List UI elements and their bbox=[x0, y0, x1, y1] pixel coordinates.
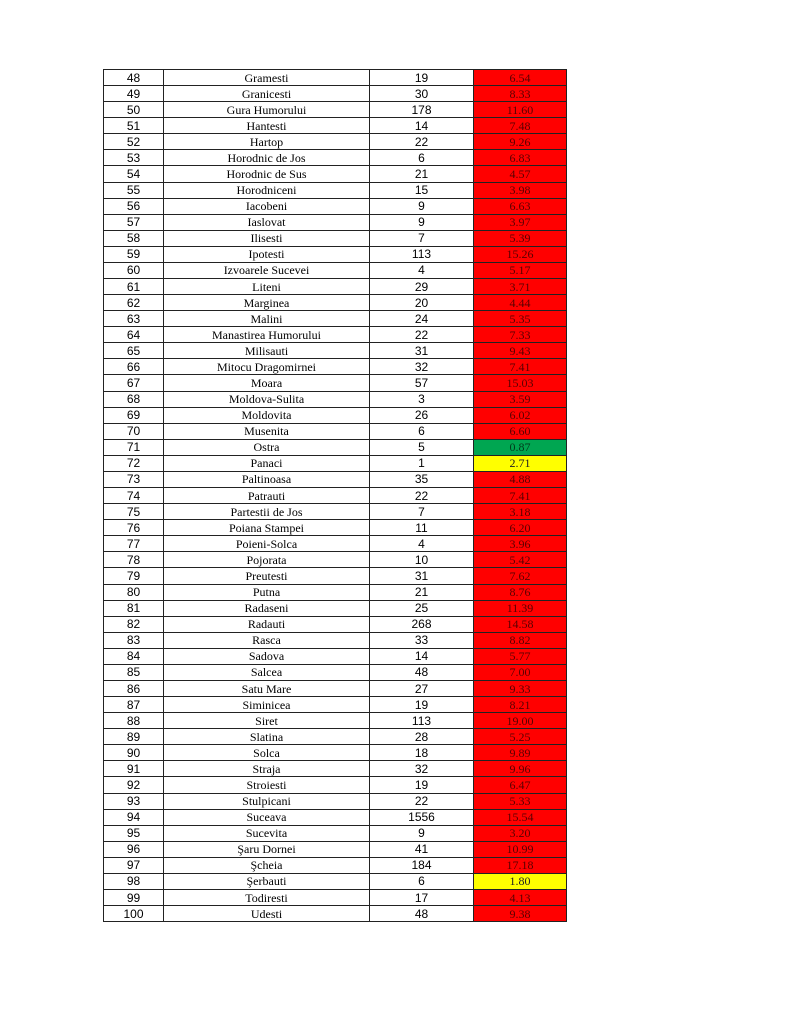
row-number-cell: 83 bbox=[104, 632, 164, 648]
case-count-cell: 25 bbox=[370, 600, 474, 616]
incidence-rate-cell: 8.76 bbox=[474, 584, 567, 600]
incidence-rate-cell: 15.54 bbox=[474, 809, 567, 825]
row-number-cell: 69 bbox=[104, 407, 164, 423]
incidence-rate-cell: 9.96 bbox=[474, 761, 567, 777]
table-row bbox=[104, 697, 567, 713]
table-row bbox=[104, 230, 567, 246]
row-number-cell: 65 bbox=[104, 343, 164, 359]
row-number-cell: 70 bbox=[104, 423, 164, 439]
row-number-cell: 49 bbox=[104, 86, 164, 102]
row-number-cell: 73 bbox=[104, 471, 164, 487]
case-count-cell: 6 bbox=[370, 873, 474, 889]
table-row bbox=[104, 536, 567, 552]
case-count-cell: 26 bbox=[370, 407, 474, 423]
table-row bbox=[104, 713, 567, 729]
locality-name-cell: Salcea bbox=[164, 664, 370, 680]
locality-name-cell: Horodniceni bbox=[164, 182, 370, 198]
incidence-rate-cell: 0.87 bbox=[474, 439, 567, 455]
case-count-cell: 48 bbox=[370, 664, 474, 680]
table-row bbox=[104, 86, 567, 102]
table-row bbox=[104, 680, 567, 696]
row-number-cell: 98 bbox=[104, 873, 164, 889]
row-number-cell: 57 bbox=[104, 214, 164, 230]
incidence-rate-cell: 6.60 bbox=[474, 423, 567, 439]
locality-name-cell: Suceava bbox=[164, 809, 370, 825]
case-count-cell: 29 bbox=[370, 279, 474, 295]
row-number-cell: 78 bbox=[104, 552, 164, 568]
locality-name-cell: Partestii de Jos bbox=[164, 504, 370, 520]
table-row bbox=[104, 327, 567, 343]
table-row bbox=[104, 729, 567, 745]
locality-name-cell: Todiresti bbox=[164, 889, 370, 905]
case-count-cell: 30 bbox=[370, 86, 474, 102]
incidence-rate-cell: 7.33 bbox=[474, 327, 567, 343]
row-number-cell: 85 bbox=[104, 664, 164, 680]
case-count-cell: 14 bbox=[370, 118, 474, 134]
incidence-rate-cell: 17.18 bbox=[474, 857, 567, 873]
locality-name-cell: Izvoarele Sucevei bbox=[164, 262, 370, 278]
table-row bbox=[104, 616, 567, 632]
locality-name-cell: Ostra bbox=[164, 439, 370, 455]
locality-name-cell: Moldova-Sulita bbox=[164, 391, 370, 407]
locality-name-cell: Pojorata bbox=[164, 552, 370, 568]
case-count-cell: 19 bbox=[370, 697, 474, 713]
table-row bbox=[104, 102, 567, 118]
incidence-rate-cell: 6.47 bbox=[474, 777, 567, 793]
locality-name-cell: Iaslovat bbox=[164, 214, 370, 230]
case-count-cell: 24 bbox=[370, 311, 474, 327]
locality-name-cell: Şerbauti bbox=[164, 873, 370, 889]
incidence-rate-cell: 3.97 bbox=[474, 214, 567, 230]
case-count-cell: 11 bbox=[370, 520, 474, 536]
row-number-cell: 51 bbox=[104, 118, 164, 134]
case-count-cell: 41 bbox=[370, 841, 474, 857]
incidence-rate-cell: 8.21 bbox=[474, 697, 567, 713]
incidence-rate-cell: 3.18 bbox=[474, 504, 567, 520]
case-count-cell: 10 bbox=[370, 552, 474, 568]
case-count-cell: 1 bbox=[370, 455, 474, 471]
row-number-cell: 96 bbox=[104, 841, 164, 857]
incidence-rate-cell: 6.02 bbox=[474, 407, 567, 423]
row-number-cell: 77 bbox=[104, 536, 164, 552]
incidence-rate-cell: 5.39 bbox=[474, 230, 567, 246]
incidence-rate-cell: 11.60 bbox=[474, 102, 567, 118]
incidence-rate-cell: 5.77 bbox=[474, 648, 567, 664]
locality-name-cell: Ipotesti bbox=[164, 246, 370, 262]
table-row bbox=[104, 343, 567, 359]
table-row bbox=[104, 134, 567, 150]
table-row bbox=[104, 423, 567, 439]
table-row bbox=[104, 279, 567, 295]
table-row bbox=[104, 439, 567, 455]
locality-name-cell: Rasca bbox=[164, 632, 370, 648]
locality-name-cell: Hantesti bbox=[164, 118, 370, 134]
case-count-cell: 18 bbox=[370, 745, 474, 761]
incidence-rate-cell: 8.82 bbox=[474, 632, 567, 648]
locality-name-cell: Poiana Stampei bbox=[164, 520, 370, 536]
row-number-cell: 52 bbox=[104, 134, 164, 150]
locality-name-cell: Solca bbox=[164, 745, 370, 761]
locality-name-cell: Malini bbox=[164, 311, 370, 327]
table-row bbox=[104, 214, 567, 230]
case-count-cell: 113 bbox=[370, 246, 474, 262]
locality-name-cell: Siret bbox=[164, 713, 370, 729]
case-count-cell: 33 bbox=[370, 632, 474, 648]
table-row bbox=[104, 873, 567, 889]
incidence-rate-cell: 4.44 bbox=[474, 295, 567, 311]
case-count-cell: 184 bbox=[370, 857, 474, 873]
locality-name-cell: Panaci bbox=[164, 455, 370, 471]
row-number-cell: 54 bbox=[104, 166, 164, 182]
case-count-cell: 19 bbox=[370, 777, 474, 793]
row-number-cell: 71 bbox=[104, 439, 164, 455]
locality-name-cell: Patrauti bbox=[164, 488, 370, 504]
case-count-cell: 19 bbox=[370, 70, 474, 86]
incidence-rate-cell: 15.03 bbox=[474, 375, 567, 391]
row-number-cell: 95 bbox=[104, 825, 164, 841]
row-number-cell: 90 bbox=[104, 745, 164, 761]
incidence-rate-cell: 14.58 bbox=[474, 616, 567, 632]
case-count-cell: 7 bbox=[370, 230, 474, 246]
incidence-rate-cell: 9.89 bbox=[474, 745, 567, 761]
case-count-cell: 35 bbox=[370, 471, 474, 487]
incidence-rate-cell: 5.25 bbox=[474, 729, 567, 745]
table-row bbox=[104, 520, 567, 536]
case-count-cell: 1556 bbox=[370, 809, 474, 825]
case-count-cell: 48 bbox=[370, 906, 474, 922]
case-count-cell: 268 bbox=[370, 616, 474, 632]
locality-name-cell: Liteni bbox=[164, 279, 370, 295]
incidence-rate-cell: 7.48 bbox=[474, 118, 567, 134]
row-number-cell: 87 bbox=[104, 697, 164, 713]
locality-name-cell: Sadova bbox=[164, 648, 370, 664]
case-count-cell: 21 bbox=[370, 166, 474, 182]
locality-name-cell: Moldovita bbox=[164, 407, 370, 423]
row-number-cell: 92 bbox=[104, 777, 164, 793]
table-row bbox=[104, 552, 567, 568]
row-number-cell: 94 bbox=[104, 809, 164, 825]
locality-name-cell: Moara bbox=[164, 375, 370, 391]
incidence-rate-cell: 3.96 bbox=[474, 536, 567, 552]
row-number-cell: 81 bbox=[104, 600, 164, 616]
locality-name-cell: Hartop bbox=[164, 134, 370, 150]
row-number-cell: 53 bbox=[104, 150, 164, 166]
incidence-rate-cell: 4.57 bbox=[474, 166, 567, 182]
incidence-rate-cell: 3.98 bbox=[474, 182, 567, 198]
locality-name-cell: Horodnic de Jos bbox=[164, 150, 370, 166]
case-count-cell: 6 bbox=[370, 150, 474, 166]
case-count-cell: 21 bbox=[370, 584, 474, 600]
row-number-cell: 59 bbox=[104, 246, 164, 262]
incidence-rate-cell: 5.17 bbox=[474, 262, 567, 278]
incidence-rate-cell: 4.88 bbox=[474, 471, 567, 487]
table-row bbox=[104, 311, 567, 327]
table-row bbox=[104, 198, 567, 214]
row-number-cell: 66 bbox=[104, 359, 164, 375]
case-count-cell: 113 bbox=[370, 713, 474, 729]
case-count-cell: 4 bbox=[370, 536, 474, 552]
row-number-cell: 62 bbox=[104, 295, 164, 311]
row-number-cell: 58 bbox=[104, 230, 164, 246]
case-count-cell: 6 bbox=[370, 423, 474, 439]
case-count-cell: 5 bbox=[370, 439, 474, 455]
incidence-rate-cell: 6.54 bbox=[474, 70, 567, 86]
table-row bbox=[104, 375, 567, 391]
locality-name-cell: Stulpicani bbox=[164, 793, 370, 809]
table-row bbox=[104, 648, 567, 664]
incidence-rate-cell: 9.26 bbox=[474, 134, 567, 150]
table-row bbox=[104, 359, 567, 375]
table-row bbox=[104, 632, 567, 648]
row-number-cell: 91 bbox=[104, 761, 164, 777]
case-count-cell: 32 bbox=[370, 359, 474, 375]
incidence-rate-cell: 6.83 bbox=[474, 150, 567, 166]
case-count-cell: 22 bbox=[370, 488, 474, 504]
locality-name-cell: Sucevita bbox=[164, 825, 370, 841]
table-row bbox=[104, 809, 567, 825]
locality-name-cell: Paltinoasa bbox=[164, 471, 370, 487]
incidence-rate-cell: 7.00 bbox=[474, 664, 567, 680]
locality-name-cell: Poieni-Solca bbox=[164, 536, 370, 552]
table-body bbox=[104, 70, 567, 922]
case-count-cell: 20 bbox=[370, 295, 474, 311]
table-row bbox=[104, 889, 567, 905]
table-row bbox=[104, 793, 567, 809]
incidence-rate-cell: 19.00 bbox=[474, 713, 567, 729]
case-count-cell: 17 bbox=[370, 889, 474, 905]
locality-name-cell: Marginea bbox=[164, 295, 370, 311]
row-number-cell: 64 bbox=[104, 327, 164, 343]
case-count-cell: 9 bbox=[370, 198, 474, 214]
incidence-rate-cell: 6.20 bbox=[474, 520, 567, 536]
table-row bbox=[104, 166, 567, 182]
table-row bbox=[104, 664, 567, 680]
row-number-cell: 74 bbox=[104, 488, 164, 504]
row-number-cell: 80 bbox=[104, 584, 164, 600]
incidence-rate-cell: 5.35 bbox=[474, 311, 567, 327]
row-number-cell: 61 bbox=[104, 279, 164, 295]
incidence-rate-cell: 10.99 bbox=[474, 841, 567, 857]
row-number-cell: 76 bbox=[104, 520, 164, 536]
locality-name-cell: Gura Humorului bbox=[164, 102, 370, 118]
incidence-rate-cell: 5.33 bbox=[474, 793, 567, 809]
case-count-cell: 22 bbox=[370, 793, 474, 809]
locality-name-cell: Gramesti bbox=[164, 70, 370, 86]
case-count-cell: 9 bbox=[370, 825, 474, 841]
incidence-rate-cell: 9.38 bbox=[474, 906, 567, 922]
row-number-cell: 48 bbox=[104, 70, 164, 86]
locality-name-cell: Putna bbox=[164, 584, 370, 600]
incidence-rate-cell: 9.43 bbox=[474, 343, 567, 359]
incidence-rate-cell: 11.39 bbox=[474, 600, 567, 616]
incidence-rate-cell: 5.42 bbox=[474, 552, 567, 568]
row-number-cell: 60 bbox=[104, 262, 164, 278]
row-number-cell: 100 bbox=[104, 906, 164, 922]
locality-name-cell: Manastirea Humorului bbox=[164, 327, 370, 343]
table-row bbox=[104, 777, 567, 793]
case-count-cell: 3 bbox=[370, 391, 474, 407]
row-number-cell: 88 bbox=[104, 713, 164, 729]
case-count-cell: 22 bbox=[370, 134, 474, 150]
locality-name-cell: Granicesti bbox=[164, 86, 370, 102]
incidence-rate-cell: 1.80 bbox=[474, 873, 567, 889]
incidence-rate-cell: 3.59 bbox=[474, 391, 567, 407]
locality-name-cell: Radauti bbox=[164, 616, 370, 632]
table-row bbox=[104, 488, 567, 504]
row-number-cell: 97 bbox=[104, 857, 164, 873]
locality-name-cell: Udesti bbox=[164, 906, 370, 922]
locality-name-cell: Şaru Dornei bbox=[164, 841, 370, 857]
case-count-cell: 22 bbox=[370, 327, 474, 343]
locality-name-cell: Iacobeni bbox=[164, 198, 370, 214]
row-number-cell: 67 bbox=[104, 375, 164, 391]
row-number-cell: 93 bbox=[104, 793, 164, 809]
case-count-cell: 32 bbox=[370, 761, 474, 777]
locality-name-cell: Musenita bbox=[164, 423, 370, 439]
case-count-cell: 28 bbox=[370, 729, 474, 745]
incidence-rate-cell: 2.71 bbox=[474, 455, 567, 471]
table-row bbox=[104, 745, 567, 761]
locality-name-cell: Satu Mare bbox=[164, 680, 370, 696]
table-row bbox=[104, 391, 567, 407]
incidence-table bbox=[103, 69, 567, 922]
row-number-cell: 86 bbox=[104, 680, 164, 696]
table-row bbox=[104, 600, 567, 616]
locality-name-cell: Milisauti bbox=[164, 343, 370, 359]
locality-name-cell: Siminicea bbox=[164, 697, 370, 713]
case-count-cell: 15 bbox=[370, 182, 474, 198]
row-number-cell: 68 bbox=[104, 391, 164, 407]
data-table-container bbox=[103, 69, 567, 922]
table-row bbox=[104, 761, 567, 777]
table-row bbox=[104, 584, 567, 600]
locality-name-cell: Şcheia bbox=[164, 857, 370, 873]
table-row bbox=[104, 295, 567, 311]
table-row bbox=[104, 118, 567, 134]
row-number-cell: 99 bbox=[104, 889, 164, 905]
table-row bbox=[104, 182, 567, 198]
incidence-rate-cell: 9.33 bbox=[474, 680, 567, 696]
incidence-rate-cell: 7.41 bbox=[474, 359, 567, 375]
row-number-cell: 72 bbox=[104, 455, 164, 471]
table-row bbox=[104, 504, 567, 520]
locality-name-cell: Slatina bbox=[164, 729, 370, 745]
table-row bbox=[104, 857, 567, 873]
case-count-cell: 7 bbox=[370, 504, 474, 520]
row-number-cell: 55 bbox=[104, 182, 164, 198]
case-count-cell: 27 bbox=[370, 680, 474, 696]
incidence-rate-cell: 7.41 bbox=[474, 488, 567, 504]
table-row bbox=[104, 471, 567, 487]
row-number-cell: 50 bbox=[104, 102, 164, 118]
table-row bbox=[104, 825, 567, 841]
locality-name-cell: Radaseni bbox=[164, 600, 370, 616]
table-row bbox=[104, 455, 567, 471]
table-row bbox=[104, 906, 567, 922]
table-row bbox=[104, 262, 567, 278]
incidence-rate-cell: 4.13 bbox=[474, 889, 567, 905]
incidence-rate-cell: 8.33 bbox=[474, 86, 567, 102]
row-number-cell: 75 bbox=[104, 504, 164, 520]
case-count-cell: 9 bbox=[370, 214, 474, 230]
incidence-rate-cell: 3.20 bbox=[474, 825, 567, 841]
case-count-cell: 178 bbox=[370, 102, 474, 118]
locality-name-cell: Horodnic de Sus bbox=[164, 166, 370, 182]
case-count-cell: 31 bbox=[370, 568, 474, 584]
table-row bbox=[104, 407, 567, 423]
row-number-cell: 56 bbox=[104, 198, 164, 214]
locality-name-cell: Ilisesti bbox=[164, 230, 370, 246]
locality-name-cell: Stroiesti bbox=[164, 777, 370, 793]
incidence-rate-cell: 15.26 bbox=[474, 246, 567, 262]
locality-name-cell: Mitocu Dragomirnei bbox=[164, 359, 370, 375]
incidence-rate-cell: 6.63 bbox=[474, 198, 567, 214]
incidence-rate-cell: 7.62 bbox=[474, 568, 567, 584]
table-row bbox=[104, 568, 567, 584]
table-row bbox=[104, 841, 567, 857]
row-number-cell: 79 bbox=[104, 568, 164, 584]
incidence-rate-cell: 3.71 bbox=[474, 279, 567, 295]
case-count-cell: 31 bbox=[370, 343, 474, 359]
row-number-cell: 89 bbox=[104, 729, 164, 745]
row-number-cell: 82 bbox=[104, 616, 164, 632]
case-count-cell: 4 bbox=[370, 262, 474, 278]
table-row bbox=[104, 150, 567, 166]
locality-name-cell: Straja bbox=[164, 761, 370, 777]
row-number-cell: 84 bbox=[104, 648, 164, 664]
case-count-cell: 14 bbox=[370, 648, 474, 664]
row-number-cell: 63 bbox=[104, 311, 164, 327]
table-row bbox=[104, 246, 567, 262]
locality-name-cell: Preutesti bbox=[164, 568, 370, 584]
case-count-cell: 57 bbox=[370, 375, 474, 391]
table-row bbox=[104, 70, 567, 86]
